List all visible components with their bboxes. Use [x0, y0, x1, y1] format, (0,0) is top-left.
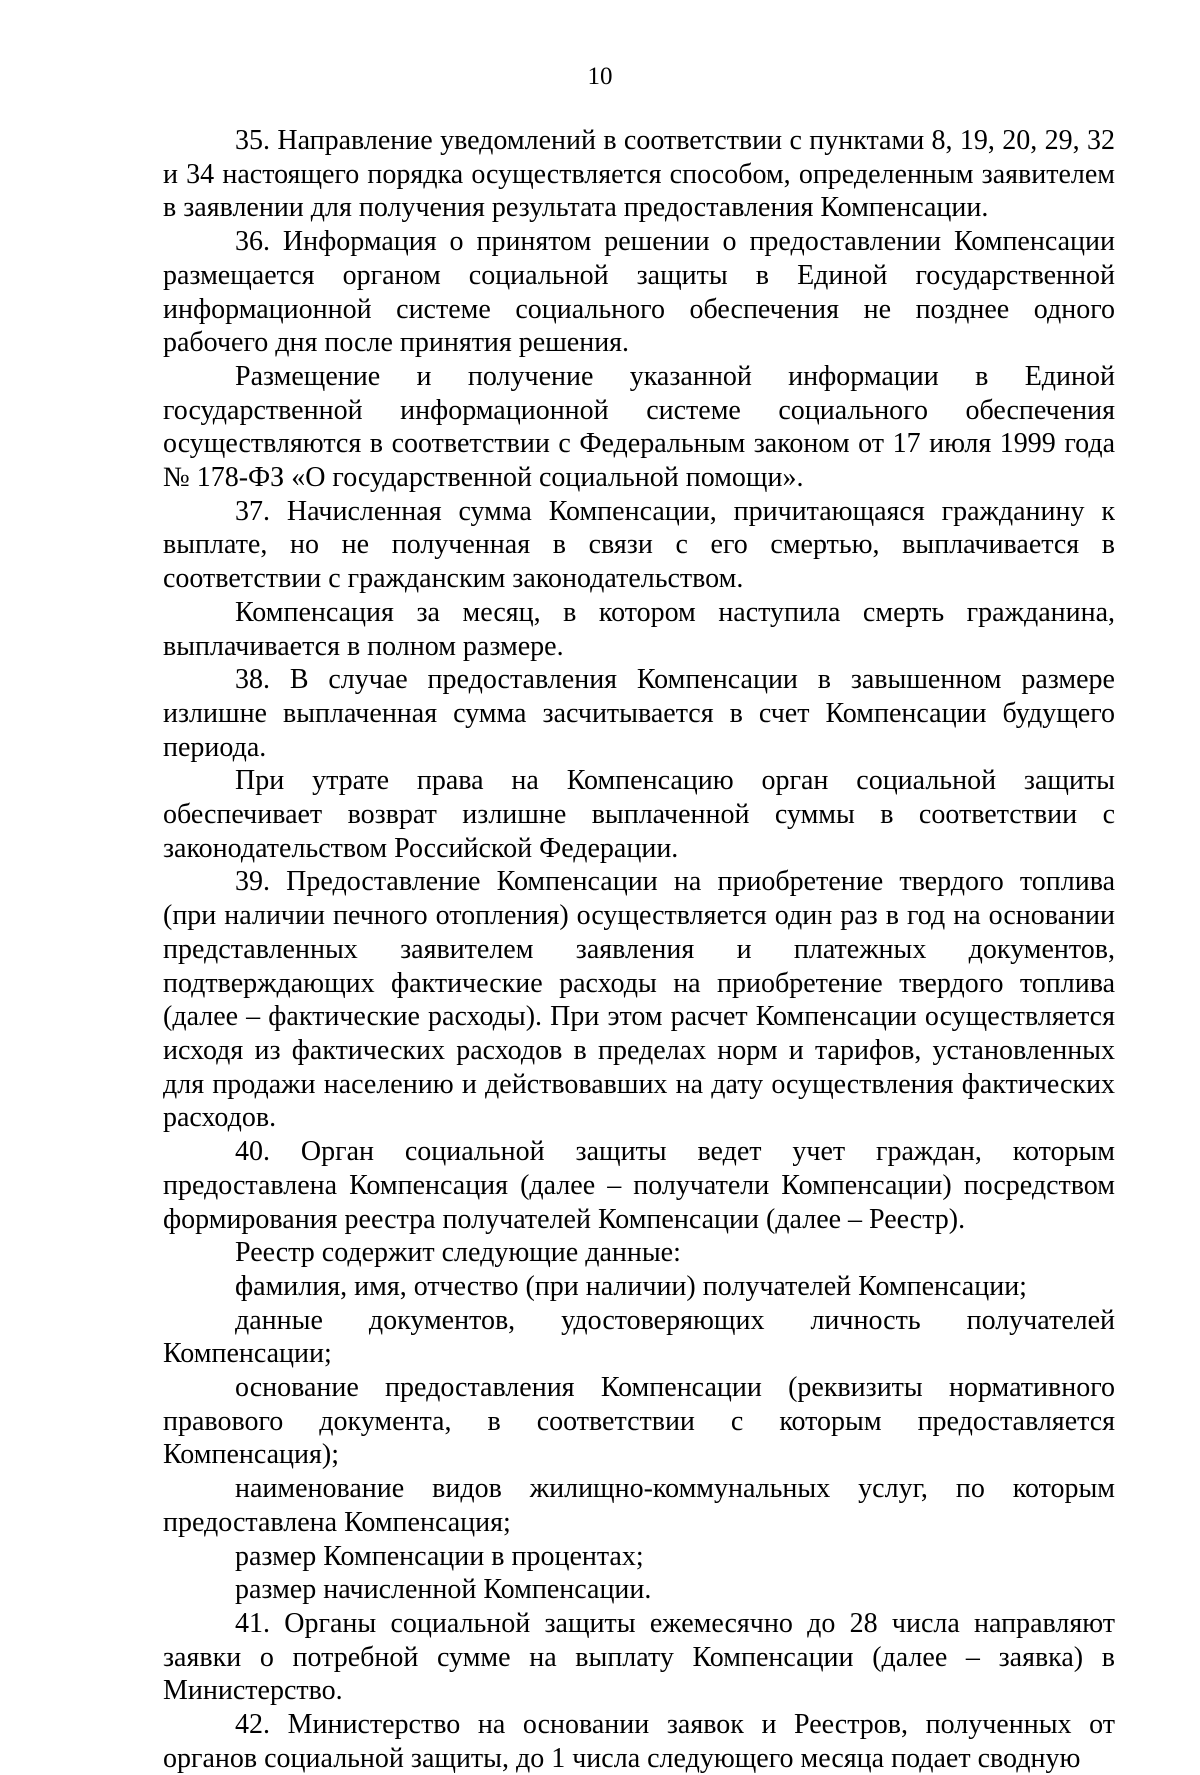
paragraph-42: 42. Министерство на основании заявок и Реестров, полученных от органов социальной защиты, до 1 числа следующего месяца подает сводную: [163, 1709, 1115, 1774]
paragraph-37: 37. Начисленная сумма Компенсации, причитающаяся гражданину к выплате, но не полученная в связи с его смертью, выплачивается в соответствии с гражданским законодательством.: [163, 495, 1115, 595]
registry-item-documents: данные документов, удостоверяющих личность получателей Компенсации;: [163, 1304, 1115, 1370]
registry-item-services: наименование видов жилищно-коммунальных услуг, по которым предоставлена Компенсация;: [163, 1473, 1115, 1538]
paragraph-38-refund: При утрате права на Компенсацию орган социальной защиты обеспечивает возврат излишне выплаченной суммы в соответствии с законодательством Российской Федерации.: [163, 765, 1115, 864]
paragraph-39: 39. Предоставление Компенсации на приобретение твердого топлива (при наличии печного отопления) осуществляется один раз в год на основании представленных заявителем заявления и платежных документов, подтверждающих фактические расходы на приобретение твердого топлива (далее – фактические расходы). При этом расчет Компенсации осуществляется исходя из фактических расходов в пределах норм и тарифов, установленных для продажи населению и действовавших на дату осуществления фактических расходов.: [163, 866, 1115, 1134]
registry-item-basis: основание предоставления Компенсации (реквизиты нормативного правового документа, в соответствии с которым предоставляется Компенсация);: [163, 1372, 1115, 1471]
paragraph-36: 36. Информация о принятом решении о предоставлении Компенсации размещается органом социальной защиты в Единой государственной информационной системе социального обеспечения не позднее одного рабочего дня после принятия решения.: [163, 226, 1115, 359]
paragraph-35: 35. Направление уведомлений в соответствии с пунктами 8, 19, 20, 29, 32 и 34 настоящего порядка осуществляется способом, определенным заявителем в заявлении для получения результата предоставления Компенсации.: [163, 125, 1115, 224]
paragraph-40: 40. Орган социальной защиты ведет учет граждан, которым предоставлена Компенсация (далее – получатели Компенсации) посредством формирования реестра получателей Компенсации (далее – Реестр).: [163, 1136, 1115, 1235]
registry-item-name: фамилия, имя, отчество (при наличии) получателей Компенсации;: [235, 1270, 1027, 1302]
registry-item-amount: размер начисленной Компенсации.: [235, 1574, 652, 1606]
paragraph-37-month: Компенсация за месяц, в котором наступила смерть гражданина, выплачивается в полном размере.: [163, 596, 1115, 662]
registry-intro: Реестр содержит следующие данные:: [235, 1237, 681, 1269]
paragraph-38: 38. В случае предоставления Компенсации в завышенном размере излишне выплаченная сумма засчитывается в счет Компенсации будущего периода.: [163, 664, 1115, 763]
document-body: [163, 124, 1115, 1775]
paragraph-36-placement: Размещение и получение указанной информации в Единой государственной информационной системе социального обеспечения осуществляются в соответствии с Федеральным законом от 17 июля 1999 года № 178-ФЗ «О государственной социальной помощи».: [163, 360, 1115, 494]
paragraph-41: 41. Органы социальной защиты ежемесячно до 28 числа направляют заявки о потребной сумме на выплату Компенсации (далее – заявка) в Министерство.: [163, 1607, 1115, 1707]
registry-item-percent: размер Компенсации в процентах;: [235, 1540, 644, 1572]
page-number: 10: [587, 63, 613, 90]
